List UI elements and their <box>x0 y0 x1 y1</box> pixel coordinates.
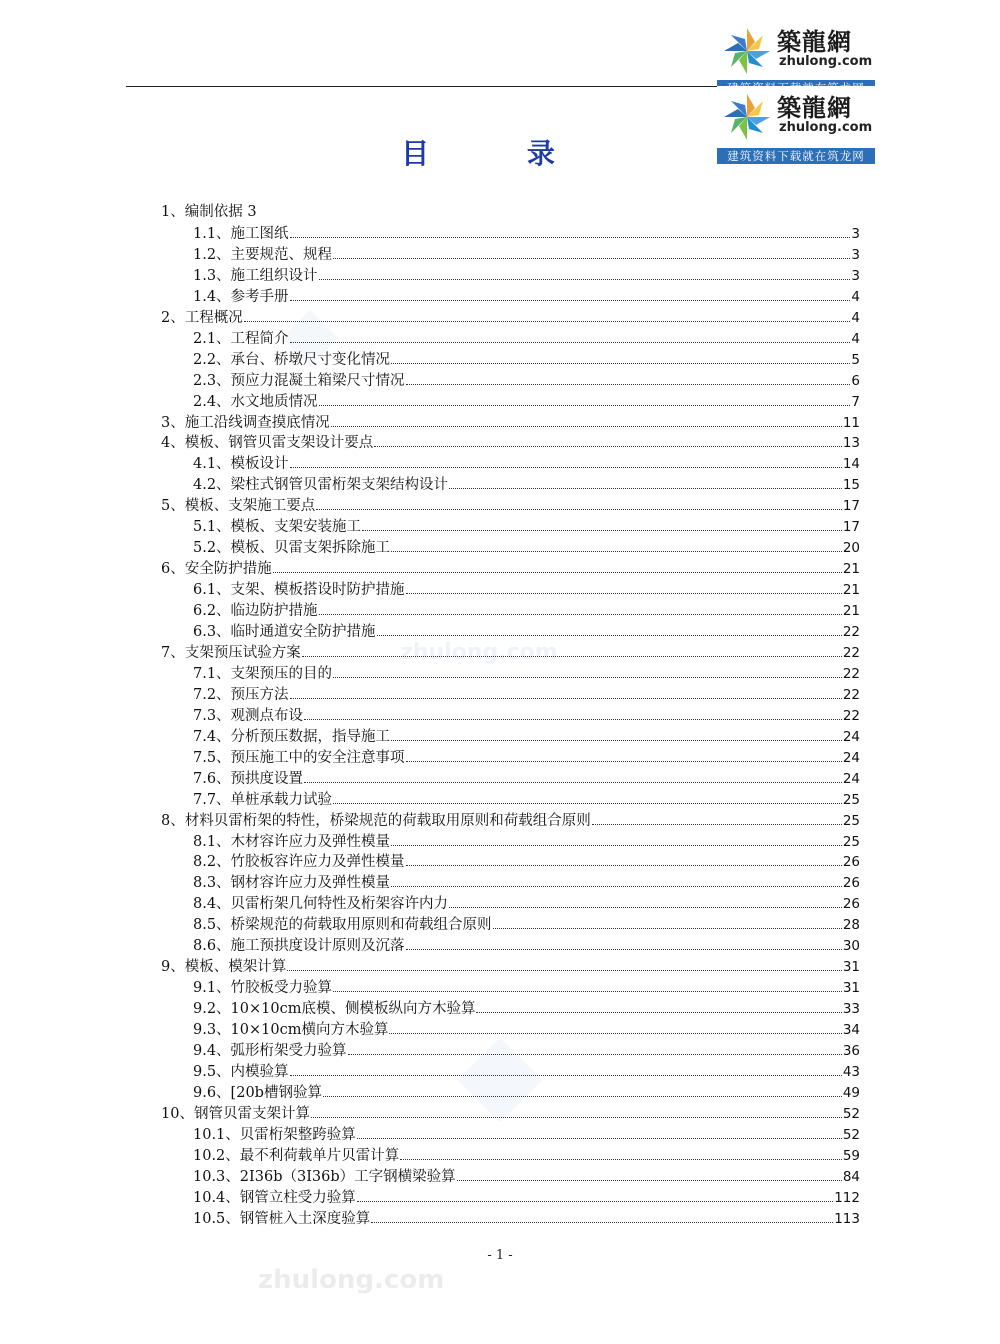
zhulong-logo <box>717 20 875 86</box>
toc-entry-page: 5 <box>851 351 860 368</box>
toc-entry-label: 3、施工沿线调查摸底情况 <box>161 414 330 431</box>
toc-entry-label: 9.5、内模验算 <box>193 1063 289 1080</box>
toc-entry[interactable] <box>193 831 860 852</box>
toc-entry-label: 7、支架预压试验方案 <box>161 644 301 661</box>
toc-dot-leader <box>319 391 851 406</box>
toc-entry-label: 5.1、模板、支架安装施工 <box>193 519 362 536</box>
toc-entry-label: 8.5、桥梁规范的荷载取用原则和荷载组合原则 <box>193 917 492 934</box>
toc-entry[interactable] <box>193 621 860 642</box>
toc-entry[interactable] <box>193 998 860 1019</box>
toc-entry-page: 24 <box>842 728 860 745</box>
toc-entry[interactable] <box>193 537 860 558</box>
toc-entry-page: 4 <box>851 288 860 305</box>
toc-dot-leader <box>290 684 842 699</box>
toc-entry[interactable] <box>193 914 860 935</box>
toc-dot-leader <box>333 789 842 804</box>
toc-entry[interactable] <box>193 328 860 349</box>
page-title: 目 录 <box>401 137 599 170</box>
toc-dot-leader <box>273 558 842 573</box>
toc-entry[interactable] <box>193 265 860 286</box>
toc-entry-page: 84 <box>842 1168 860 1185</box>
toc-entry-label: 8、材料贝雷桁架的特性，桥梁规范的荷载取用原则和荷载组合原则 <box>161 812 591 829</box>
toc-entry-page: 43 <box>842 1063 860 1080</box>
toc-entry-label: 1.2、主要规范、规程 <box>193 246 333 263</box>
toc-entry[interactable] <box>193 1124 860 1145</box>
toc-dot-leader <box>319 265 851 280</box>
logo-domain: zhulong.com <box>779 54 873 69</box>
toc-entry-label: 7.3、观测点布设 <box>193 707 304 724</box>
toc-entry-page: 26 <box>842 875 860 892</box>
toc-entry-page: 13 <box>842 435 860 452</box>
toc-dot-leader <box>457 1166 842 1181</box>
toc-entry-label: 6.3、临时通道安全防护措施 <box>193 624 376 640</box>
toc-entry[interactable] <box>193 370 860 391</box>
toc-entry[interactable] <box>193 1082 860 1103</box>
toc-entry-label: 8.6、施工预拱度设计原则及沉落 <box>193 938 405 955</box>
toc-entry[interactable] <box>193 286 860 307</box>
toc-dot-leader <box>333 977 842 992</box>
toc-entry-label: 10、钢管贝雷支架计算 <box>161 1105 310 1122</box>
toc-entry-label: 9.1、竹胶板受力验算 <box>193 980 333 997</box>
toc-entry-page: 113 <box>834 1210 860 1227</box>
toc-entry[interactable] <box>161 307 860 328</box>
logo-name: 築龍網 <box>777 27 852 56</box>
toc-entry-label: 2.4、水文地质情况 <box>193 393 318 410</box>
toc-entry-page: 24 <box>842 749 860 766</box>
toc-entry-page: 20 <box>842 540 860 557</box>
toc-entry[interactable] <box>193 684 860 705</box>
toc-dot-leader <box>290 328 851 343</box>
toc-dot-leader <box>371 1208 833 1223</box>
toc-entry-label: 1.3、施工组织设计 <box>193 267 318 284</box>
toc-entry[interactable] <box>193 1208 860 1229</box>
toc-dot-leader <box>406 370 851 385</box>
toc-dot-leader <box>493 914 842 929</box>
toc-dot-leader <box>406 579 842 594</box>
toc-entry[interactable] <box>193 872 860 893</box>
toc-entry-page: 17 <box>842 519 860 536</box>
toc-entry-page: 3 <box>851 246 860 263</box>
toc-dot-leader <box>362 516 842 531</box>
toc-entry-page: 3 <box>851 267 860 284</box>
toc-entry-page: 49 <box>842 1084 860 1101</box>
watermark-text: zhulong.com <box>258 1265 445 1295</box>
toc-entry-label: 9.4、弧形桁架受力验算 <box>193 1043 347 1059</box>
toc-entry-label: 7.6、预拱度设置 <box>193 770 304 787</box>
toc-dot-leader <box>391 831 842 846</box>
toc-dot-leader <box>357 1187 833 1202</box>
toc-dot-leader <box>377 621 842 636</box>
toc-dot-leader <box>302 642 842 657</box>
toc-entry[interactable] <box>161 558 860 579</box>
toc-entry-label: 10.4、钢管立柱受力验算 <box>193 1189 356 1206</box>
toc-dot-leader <box>319 600 842 615</box>
toc-entry[interactable] <box>193 893 860 914</box>
toc-entry-page: 112 <box>834 1189 860 1206</box>
toc-entry[interactable] <box>193 453 860 474</box>
toc-entry[interactable] <box>193 474 860 495</box>
toc-entry-label: 8.3、钢材容许应力及弹性模量 <box>193 875 391 892</box>
toc-dot-leader <box>391 872 842 887</box>
toc-entry-label: 5、模板、支架施工要点 <box>161 498 316 515</box>
header-rule <box>126 86 721 87</box>
toc-entry-page: 31 <box>842 980 860 997</box>
toc-entry-page: 7 <box>851 393 860 410</box>
toc-entry-label: 1、编制依据 3 <box>161 204 257 220</box>
toc-dot-leader <box>287 956 842 971</box>
toc-entry[interactable] <box>161 956 860 977</box>
toc-entry[interactable] <box>193 600 860 621</box>
toc-entry-label: 2.3、预应力混凝土箱梁尺寸情况 <box>193 372 405 389</box>
toc-entry[interactable] <box>193 663 860 684</box>
toc-entry[interactable] <box>193 977 860 998</box>
toc-entry-page: 21 <box>842 582 860 599</box>
page-number: - 1 - <box>487 1248 513 1263</box>
toc-dot-leader <box>333 663 842 678</box>
toc-entry[interactable] <box>161 495 860 516</box>
toc-entry-page: 26 <box>842 854 860 871</box>
toc-entry-page: 17 <box>842 498 860 515</box>
toc-entry-label: 6.2、临边防护措施 <box>193 603 318 620</box>
toc-dot-leader <box>391 726 842 741</box>
toc-entry-page: 34 <box>842 1022 860 1039</box>
toc-entry[interactable] <box>193 1145 860 1166</box>
toc-entry[interactable] <box>193 244 860 265</box>
toc-entry-page: 28 <box>842 917 860 934</box>
toc-entry[interactable] <box>193 579 860 600</box>
toc-entry-page: 22 <box>842 644 860 661</box>
toc-entry-page: 52 <box>842 1105 860 1122</box>
toc-entry[interactable] <box>193 851 860 872</box>
toc-entry-label: 7.2、预压方法 <box>193 686 289 703</box>
toc-entry-page: 22 <box>842 624 860 640</box>
toc-entry-page: 11 <box>842 414 860 431</box>
toc-entry-page: 36 <box>842 1043 860 1059</box>
toc-dot-leader <box>290 453 842 468</box>
toc-entry-label: 1.4、参考手册 <box>193 288 289 305</box>
toc-dot-leader <box>290 1061 842 1076</box>
toc-entry-label: 2.1、工程简介 <box>193 330 289 347</box>
toc-entry-page: 25 <box>842 791 860 808</box>
toc-dot-leader <box>304 768 842 783</box>
toc-entry[interactable] <box>161 412 860 433</box>
toc-entry-label: 4.1、模板设计 <box>193 456 289 473</box>
toc-entry[interactable] <box>193 1019 860 1040</box>
toc-entry-label: 4、模板、钢管贝雷支架设计要点 <box>161 435 374 452</box>
toc-entry-page: 24 <box>842 770 860 787</box>
toc-entry[interactable] <box>193 768 860 789</box>
toc-entry[interactable] <box>193 1040 860 1061</box>
toc-entry-page: 25 <box>842 833 860 850</box>
toc-entry[interactable] <box>161 1103 860 1124</box>
toc-entry-label: 10.2、最不利荷载单片贝雷计算 <box>193 1147 400 1164</box>
toc-entry[interactable] <box>193 1166 860 1187</box>
toc-entry-page: 25 <box>842 812 860 829</box>
toc-dot-leader <box>449 474 842 489</box>
toc-entry-label: 8.1、木材容许应力及弹性模量 <box>193 833 391 850</box>
toc-dot-leader <box>311 1103 842 1118</box>
toc-dot-leader <box>331 412 842 427</box>
toc-dot-leader <box>449 893 842 908</box>
toc-entry-label: 10.3、2I36b（3I36b）工字钢横梁验算 <box>193 1168 456 1185</box>
toc-entry-label: 7.1、支架预压的目的 <box>193 665 333 682</box>
toc-entry[interactable] <box>193 935 860 956</box>
toc-entry-page: 22 <box>842 665 860 682</box>
toc-entry[interactable] <box>193 789 860 810</box>
toc-entry-label: 7.7、单桩承载力试验 <box>193 791 333 808</box>
toc-entry-label: 4.2、梁柱式钢管贝雷桁架支架结构设计 <box>193 477 449 494</box>
toc-entry[interactable] <box>193 726 860 747</box>
toc-entry-page: 22 <box>842 707 860 724</box>
toc-entry-label: 8.2、竹胶板容许应力及弹性模量 <box>193 854 405 871</box>
toc-dot-leader <box>357 1124 842 1139</box>
toc-dot-leader <box>316 495 842 510</box>
toc-entry-page: 4 <box>851 330 860 347</box>
toc-entry[interactable] <box>193 223 860 244</box>
toc-dot-leader <box>323 1082 842 1097</box>
toc-entry-label: 9.6、[20b槽钢验算 <box>193 1084 322 1101</box>
toc-entry-page: 14 <box>842 456 860 473</box>
toc-entry-label: 9.3、10×10cm横向方木验算 <box>193 1022 389 1039</box>
toc-entry-page: 21 <box>842 561 860 578</box>
toc-dot-leader <box>290 223 851 238</box>
toc-entry-label: 6、安全防护措施 <box>161 561 272 578</box>
toc-entry-label: 6.1、支架、模板搭设时防护措施 <box>193 582 405 599</box>
toc-entry-page: 21 <box>842 603 860 620</box>
toc-entry-page: 4 <box>851 309 860 326</box>
logo-tagline: 建筑资料下载就在筑龙网 <box>717 148 875 164</box>
toc-entry-label: 2、工程概况 <box>161 309 243 326</box>
toc-entry[interactable] <box>193 349 860 370</box>
toc-entry[interactable] <box>193 705 860 726</box>
toc-entry-page: 31 <box>842 959 860 976</box>
toc-entry[interactable] <box>193 1061 860 1082</box>
toc-entry-label: 5.2、模板、贝雷支架拆除施工 <box>193 540 391 557</box>
toc-entry-label: 2.2、承台、桥墩尺寸变化情况 <box>193 351 391 368</box>
toc-dot-leader <box>406 851 842 866</box>
toc-dot-leader <box>391 537 842 552</box>
toc-entry-label: 7.5、预压施工中的安全注意事项 <box>193 749 405 766</box>
toc-entry-label: 9.2、10×10cm底模、侧模板纵向方木验算 <box>193 1001 476 1018</box>
toc-entry[interactable] <box>161 202 860 223</box>
pinwheel-icon <box>719 24 775 78</box>
toc-entry-page: 6 <box>851 372 860 389</box>
toc-entry[interactable] <box>193 747 860 768</box>
toc-entry-label: 10.1、贝雷桁架整跨验算 <box>193 1126 356 1143</box>
watermark-text: zhulong.com <box>400 640 558 665</box>
toc-dot-leader <box>592 810 842 825</box>
toc-entry-label: 8.4、贝雷桁架几何特性及桁架容许内力 <box>193 896 449 913</box>
toc-entry[interactable] <box>193 1187 860 1208</box>
toc-dot-leader <box>348 1040 842 1055</box>
toc-dot-leader <box>406 747 842 762</box>
toc-entry-page: 15 <box>842 477 860 494</box>
toc-dot-leader <box>244 307 851 322</box>
toc-entry-label: 10.5、钢管桩入土深度验算 <box>193 1210 371 1227</box>
logo-name: 築龍網 <box>777 93 852 122</box>
toc-entry-page: 59 <box>842 1147 860 1164</box>
toc-dot-leader <box>406 935 842 950</box>
toc-entry-label: 7.4、分析预压数据，指导施工 <box>193 728 391 745</box>
toc-entry-label: 9、模板、模架计算 <box>161 959 287 976</box>
toc-dot-leader <box>400 1145 842 1160</box>
toc-dot-leader <box>391 349 850 364</box>
toc-entry-page: 22 <box>842 686 860 703</box>
toc-entry[interactable] <box>193 391 860 412</box>
toc-entry[interactable] <box>193 516 860 537</box>
toc-entry-page: 52 <box>842 1126 860 1143</box>
toc-entry[interactable] <box>161 642 860 663</box>
toc-entry-page: 33 <box>842 1001 860 1018</box>
toc-dot-leader <box>389 1019 841 1034</box>
toc-entry-page: 26 <box>842 896 860 913</box>
toc-dot-leader <box>374 432 842 447</box>
toc-entry-page: 3 <box>851 225 860 242</box>
toc-dot-leader <box>304 705 842 720</box>
toc-entry[interactable] <box>161 810 860 831</box>
toc-dot-leader <box>476 998 841 1013</box>
toc-entry[interactable] <box>161 432 860 453</box>
toc-dot-leader <box>333 244 850 259</box>
toc-entry-label: 1.1、施工图纸 <box>193 225 289 242</box>
toc-entry-page: 30 <box>842 938 860 955</box>
logo-domain: zhulong.com <box>779 120 873 135</box>
toc-dot-leader <box>290 286 851 301</box>
